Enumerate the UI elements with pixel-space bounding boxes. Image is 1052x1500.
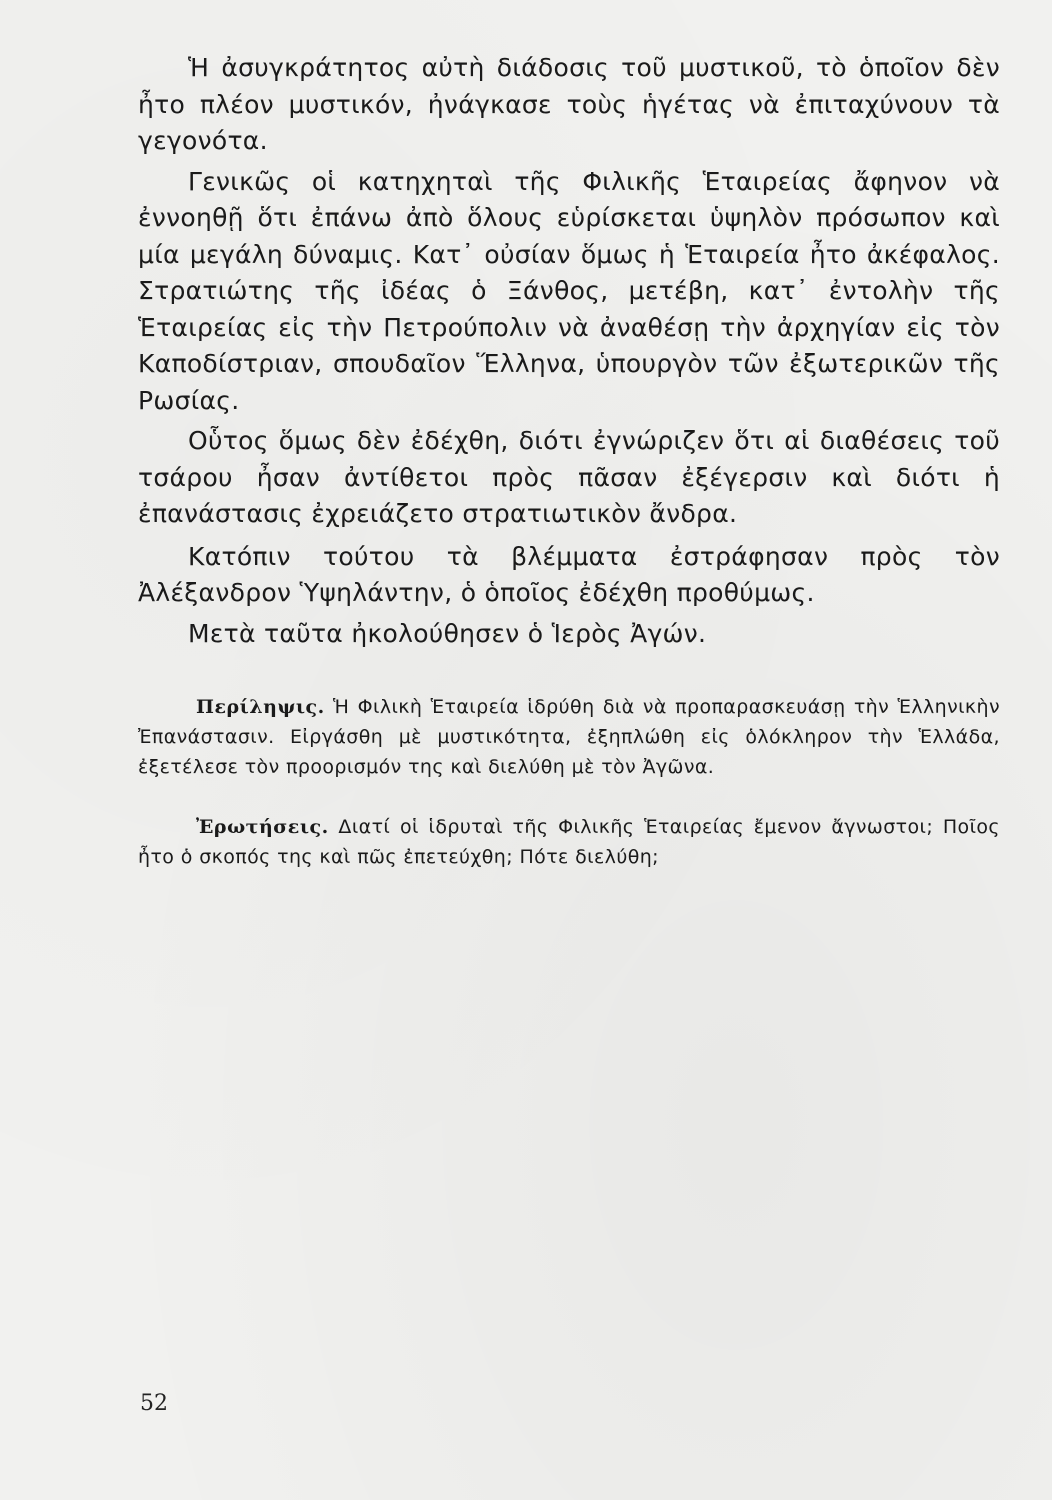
- questions-text: Διατί οἱ ἱδρυταὶ τῆς Φιλικῆς Ἑταιρείας ἔμενον ἄγνωστοι; Ποῖος ἦτο ὁ σκοπός της καὶ πῶς ἐπετεύχθη; Πότε διελύθη;: [138, 816, 1000, 868]
- questions-label: Ἐρωτήσεις.: [196, 816, 329, 838]
- paragraph-3: Οὗτος ὅμως δὲν ἐδέχθη, διότι ἐγνώριζεν ὅτι αἱ διαθέσεις τοῦ τσάρου ἦσαν ἀντίθετοι πρὸς πᾶσαν ἐξέγερσιν καὶ διότι ἡ ἐπανάστασις ἐχρειάζετο στρατιωτικὸν ἄνδρα.: [138, 426, 1000, 528]
- page-number: 52: [140, 1391, 168, 1416]
- summary-label: Περίληψις.: [196, 696, 325, 718]
- main-text: [138, 50, 1000, 652]
- paragraph-2: Γενικῶς οἱ κατηχηταὶ τῆς Φιλικῆς Ἑταιρείας ἄφηνον νὰ ἐννοηθῇ ὅτι ἐπάνω ἀπὸ ὅλους εὑρίσκεται ὑψηλὸν πρόσωπον καὶ μία μεγάλη δύναμις. Κατ᾽ οὐσίαν ὅμως ἡ Ἑταιρεία ἦτο ἀκέφαλος. Στρατιώτης τῆς ἰδέας ὁ Ξάνθος, μετέβη, κατ᾽ ἐντολὴν τῆς Ἑταιρείας εἰς τὴν Πετρούπολιν νὰ ἀναθέσῃ τὴν ἀρχηγίαν εἰς τὸν Καποδίστριαν, σπουδαῖον Ἕλληνα, ὑπουργὸν τῶν ἐξωτερικῶν τῆς Ρωσίας.: [138, 166, 1000, 415]
- paragraph-4: Κατόπιν τούτου τὰ βλέμματα ἐστράφησαν πρὸς τὸν Ἀλέξανδρον Ὑψηλάντην, ὁ ὁποῖος ἐδέχθη προθύμως.: [138, 541, 1000, 607]
- paragraph-5: Μετὰ ταῦτα ἠκολούθησεν ὁ Ἱερὸς Ἀγών.: [188, 618, 707, 648]
- questions-section: [138, 812, 1000, 872]
- summary-text: Ἡ Φιλικὴ Ἑταιρεία ἱδρύθη διὰ νὰ προπαρασκευάσῃ τὴν Ἑλληνικὴν Ἐπανάστασιν. Εἰργάσθη μὲ μυστικότητα, ἐξηπλώθη εἰς ὁλόκληρον τὴν Ἑλλάδα, ἐξετέλεσε τὸν προορισμόν της καὶ διελύθη μὲ τὸν Ἀγῶνα.: [138, 696, 1000, 778]
- paragraph-1: Ἡ ἀσυγκράτητος αὐτὴ διάδοσις τοῦ μυστικοῦ, τὸ ὁποῖον δὲν ἦτο πλέον μυστικόν, ἠνάγκασε τοὺς ἡγέτας νὰ ἐπιταχύνουν τὰ γεγονότα.: [138, 53, 1000, 155]
- summary-section: [138, 692, 1000, 782]
